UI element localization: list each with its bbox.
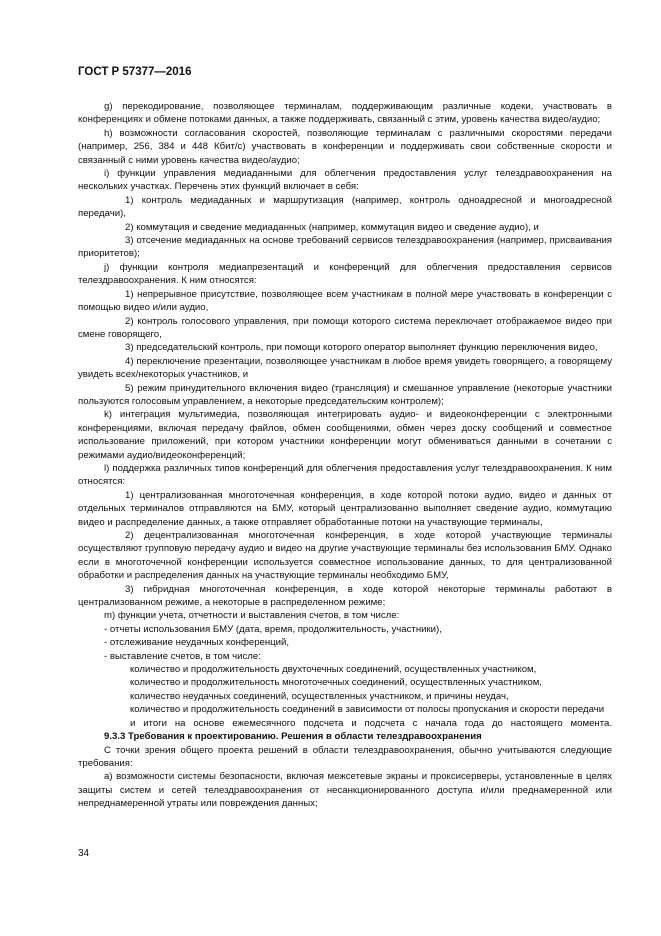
paragraph: - выставление счетов, в том числе: (104, 650, 261, 662)
paragraph: 2) децентрализованная многоточечная конференция, в ходе которой участвующие терминалы осуществляют групповую передачу аудио и видео на другие участвующие терминалы без использования БМУ. Однако если в многоточечной конференции используется совместное использование данных, то для централизованной обработки и распределения данных на участвующие терминалы необходимо БМУ, (78, 530, 612, 582)
paragraph: количество неудачных соединений, осуществленных участником, и причины неудач, (130, 690, 509, 702)
paragraph: 3) гибридная многоточечная конференция, в ходе которой некоторые терминалы работают в централизованном режиме, а некоторые в распределенном режиме; (78, 583, 612, 609)
paragraph: g) перекодирование, позволяющее терминалам, поддерживающим различные кодеки, участвовать в конференциях и обмене потоками данных, а также поддерживать, связанный с этим, уровень качества видео/аудио; (78, 101, 612, 126)
section-title: Требования к проектированию. Решения в области телездравоохранения (128, 731, 482, 743)
section-heading (78, 730, 612, 743)
paragraph: количество и продолжительность двухточечных соединений, осуществленных участником, (130, 664, 537, 676)
paragraph: k) интеграция мультимедиа, позволяющая интегрировать аудио- и видеоконференции с электронными конференциями, включая передачу файлов, обмен сообщениями, обмен через доску сообщений и совместное использование приложений, при котором участники конференции могут обмениваться данными в сочетании с режимами аудио/видеоконференций; (78, 409, 612, 461)
paragraph: 3) отсечение медиаданных на основе требований сервисов телездравоохранения (например, присваивания приоритетов); (78, 235, 612, 260)
paragraph: 1) непрерывное присутствие, позволяющее всем участникам в полной мере участвовать в конференции с помощью видео и/или аудио, (78, 288, 612, 314)
paragraph: а) возможности системы безопасности, включая межсетевые экраны и проксисерверы, установленные в целях защиты систем и сетей телездравоохранения от несанкционированного доступа и/или преднамеренной или непреднамеренной утраты или повреждения данных; (78, 771, 612, 810)
page-body (78, 100, 612, 811)
paragraph: 1) централизованная многоточечная конференция, в ходе которой потоки аудио, видео и данных от отдельных терминалов отправляются на БМУ, который централизованно выполняет сведение аудио, коммутацию видео и распределение данных, а также отправляет обработанные потоки на участвующие терминалы, (78, 489, 612, 528)
paragraph: h) возможности согласования скоростей, позволяющие терминалам с различными скоростями передачи (например, 256, 384 и 448 Кбит/с) участвовать в конференции и поддерживать свои собственные скорости и связанный с ними уровень качества видео/аудио; (78, 127, 612, 166)
paragraph: l) поддержка различных типов конференций для облегчения предоставления услуг телездравоохранения. К ним относятся: (78, 462, 612, 488)
paragraph: 4) переключение презентации, позволяющее участникам в любое время увидеть говорящего, а говорящему увидеть всех/некоторых участников, и (78, 355, 612, 381)
paragraph: количество и продолжительность многоточечных соединений, осуществленных участником, (130, 677, 542, 689)
paragraph: j) функции контроля медиапрезентаций и конференций для облегчения предоставления сервисов телездравоохранения. К ним относятся: (78, 261, 612, 287)
page-number: 34 (78, 848, 90, 859)
paragraph: 3) председательский контроль, при помощи которого оператор выполняет функцию переключения видео, (125, 342, 598, 354)
paragraph: m) функции учета, отчетности и выставления счетов, в том числе: (104, 610, 400, 622)
section-number: 9.3.3 (104, 731, 126, 743)
paragraph: количество и продолжительность соединений в зависимости от полосы пропускания и скорости передачи и итоги на основе ежемесячного подсчета и подсчета с начала года до настоящего момента. (130, 704, 612, 729)
paragraph: С точки зрения общего проекта решений в области телездравоохранения, обычно учитываются следующие требования: (78, 744, 612, 769)
paragraph: 5) режим принудительного включения видео (трансляция) и смешанное управление (некоторые участники пользуются голосовым управлением, а некоторые председательским контролем); (78, 382, 612, 407)
paragraph: i) функции управления медиаданными для облегчения предоставления услуг телездравоохранения на нескольких участках. Перечень этих функций включает в себя: (78, 168, 612, 193)
document-header: ГОСТ Р 57377—2016 (78, 66, 192, 78)
paragraph: 2) контроль голосового управления, при помощи которого система переключает отображаемое видео при смене говорящего, (78, 315, 612, 340)
paragraph: - отчеты использования БМУ (дата, время, продолжительность, участники), (104, 623, 442, 635)
paragraph-list-after (78, 744, 612, 811)
paragraph-list (78, 100, 612, 730)
paragraph: 1) контроль медиаданных и маршрутизация (например, контроль одноадресной и многоадресной передачи), (78, 194, 612, 220)
paragraph: 2) коммутация и сведение медиаданных (например, коммутация видео и сведение аудио), и (125, 221, 539, 233)
paragraph: - отслеживание неудачных конференций, (104, 637, 290, 649)
